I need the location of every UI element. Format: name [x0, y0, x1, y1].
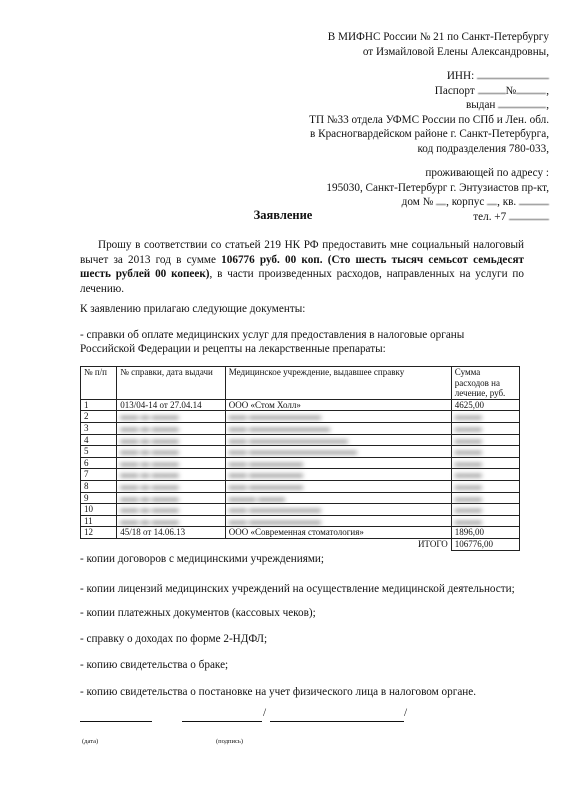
- attachments-intro: К заявлению прилагаю следующие документы:: [80, 303, 306, 315]
- certificate-cell: 45/18 от 14.06.13: [117, 527, 226, 539]
- row-number: 5: [81, 446, 117, 458]
- amount-cell-redacted: ▬▬▬: [451, 457, 519, 469]
- amount-cell: 4625,00: [451, 399, 519, 411]
- signature-line: [182, 709, 262, 722]
- amount-cell-redacted: ▬▬▬: [451, 434, 519, 446]
- document-title: Заявление: [253, 208, 313, 222]
- table-header-row: [81, 367, 520, 400]
- col-header-amount: Сумма расходов на лечение, руб.: [451, 367, 519, 400]
- inn-redacted: [477, 69, 549, 79]
- col-header-institution: Медицинское учреждение, выдавшее справку: [225, 367, 451, 400]
- slash: /: [404, 707, 408, 719]
- building-redacted: [487, 195, 497, 205]
- passport-series-redacted: [478, 84, 506, 94]
- amount-cell: 1896,00: [451, 527, 519, 539]
- certificate-cell-redacted: ▬▬ ▬ ▬▬▬: [117, 434, 226, 446]
- certificate-cell-redacted: ▬▬ ▬ ▬▬▬: [117, 446, 226, 458]
- row-number: 2: [81, 411, 117, 423]
- list-item: - справку о доходах по форме 2-НДФЛ;: [80, 633, 268, 645]
- row-number: 8: [81, 480, 117, 492]
- table-row: [81, 434, 520, 446]
- certificate-cell-redacted: ▬▬ ▬ ▬▬▬: [117, 469, 226, 481]
- list-item: - копию свидетельства о постановке на учет физического лица в налоговом органе.: [80, 686, 477, 698]
- certificate-cell-redacted: ▬▬ ▬ ▬▬▬: [117, 515, 226, 527]
- institution-cell-redacted: ▬▬▬ ▬▬▬: [225, 492, 451, 504]
- list-item: - копии лицензий медицинских учреждений на осуществление медицинской деятельности;: [80, 583, 515, 595]
- table-row: [81, 399, 520, 411]
- institution-cell-redacted: ▬▬ ▬▬▬▬▬▬▬▬▬▬▬▬: [225, 446, 451, 458]
- table-row: [81, 515, 520, 527]
- deduction-amount: 106776 руб. 00 коп. (Сто шесть тысяч семьсот семьдесят шесть рублей 00 копеек): [80, 253, 524, 280]
- row-number: 4: [81, 434, 117, 446]
- list-item: - копию свидетельства о браке;: [80, 659, 229, 671]
- institution-cell-redacted: ▬▬ ▬▬▬▬▬▬▬▬: [225, 504, 451, 516]
- name-decoding-line: [270, 709, 404, 722]
- flat-redacted: [519, 195, 549, 205]
- certificate-cell-redacted: ▬▬ ▬ ▬▬▬: [117, 504, 226, 516]
- payment-certificates-line-2: Российской Федерации и рецепты на лекарственные препараты:: [80, 343, 386, 355]
- institution-cell-redacted: ▬▬ ▬▬▬▬▬▬▬▬: [225, 515, 451, 527]
- address-street: 195030, Санкт-Петербург г. Энтузиастов пр-кт,: [326, 181, 549, 194]
- row-number: 11: [81, 515, 117, 527]
- total-label: ИТОГО: [225, 538, 451, 550]
- amount-cell-redacted: ▬▬▬: [451, 492, 519, 504]
- phone-line: тел. +7: [309, 210, 549, 225]
- amount-cell-redacted: ▬▬▬: [451, 411, 519, 423]
- addressee-block: [309, 30, 549, 224]
- table-row: [81, 469, 520, 481]
- institution-cell: ООО «Стом Холл»: [225, 399, 451, 411]
- institution-cell: ООО «Современная стоматология»: [225, 527, 451, 539]
- amount-cell-redacted: ▬▬▬: [451, 515, 519, 527]
- row-number: 12: [81, 527, 117, 539]
- table-row: [81, 411, 520, 423]
- institution-cell-redacted: ▬▬ ▬▬▬▬▬▬▬▬: [225, 411, 451, 423]
- date-caption: (дата): [82, 738, 99, 745]
- row-number: 9: [81, 492, 117, 504]
- inn-line: ИНН:: [309, 69, 549, 84]
- certificate-cell-redacted: ▬▬ ▬ ▬▬▬: [117, 422, 226, 434]
- certificates-table: [80, 366, 520, 551]
- list-item: - копии платежных документов (кассовых чеков);: [80, 607, 316, 619]
- table-row: [81, 480, 520, 492]
- row-number: 1: [81, 399, 117, 411]
- certificate-cell: 013/04-14 от 27.04.14: [117, 399, 226, 411]
- table-row: [81, 422, 520, 434]
- issuer-district-line: в Красногвардейском районе г. Санкт-Петербурга,: [310, 128, 549, 140]
- amount-cell-redacted: ▬▬▬: [451, 469, 519, 481]
- issuer-line: ТП №33 отдела УФМС России по СПб и Лен. обл.: [309, 113, 549, 126]
- issue-date-redacted: [498, 98, 546, 108]
- table-row: [81, 527, 520, 539]
- amount-cell-redacted: ▬▬▬: [451, 504, 519, 516]
- applicant-line: от Измайловой Елены Александровны,: [362, 45, 549, 58]
- table-row: [81, 457, 520, 469]
- address-house: дом № , корпус , кв.: [309, 195, 549, 210]
- institution-cell-redacted: ▬▬ ▬▬▬▬▬▬: [225, 480, 451, 492]
- house-redacted: [436, 195, 446, 205]
- amount-cell-redacted: ▬▬▬: [451, 446, 519, 458]
- payment-certificates-line-1: - справки об оплате медицинских услуг для предоставления в налоговые органы: [80, 329, 465, 341]
- col-header-number: № п/п: [81, 367, 117, 400]
- certificate-cell-redacted: ▬▬ ▬ ▬▬▬: [117, 480, 226, 492]
- row-number: 6: [81, 457, 117, 469]
- total-row: [81, 538, 520, 550]
- institution-cell-redacted: ▬▬ ▬▬▬▬▬▬: [225, 469, 451, 481]
- amount-cell-redacted: ▬▬▬: [451, 480, 519, 492]
- passport-line: Паспорт № ,: [434, 84, 549, 97]
- list-item: - копии договоров с медицинскими учреждениями;: [80, 553, 325, 565]
- institution-cell-redacted: ▬▬ ▬▬▬▬▬▬▬▬▬▬▬: [225, 434, 451, 446]
- amount-cell-redacted: ▬▬▬: [451, 422, 519, 434]
- row-number: 7: [81, 469, 117, 481]
- slash: /: [263, 707, 267, 719]
- certificate-cell-redacted: ▬▬ ▬ ▬▬▬: [117, 457, 226, 469]
- col-header-certificate: № справки, дата выдачи: [117, 367, 226, 400]
- institution-cell-redacted: ▬▬ ▬▬▬▬▬▬▬▬▬: [225, 422, 451, 434]
- address-label: проживающей по адресу :: [425, 167, 549, 179]
- certificate-cell-redacted: ▬▬ ▬ ▬▬▬: [117, 492, 226, 504]
- total-value: 106776,00: [451, 538, 519, 550]
- issued-line: выдан ,: [465, 99, 549, 111]
- request-paragraph: Прошу в соответствии со статьей 219 НК РФ предоставить мне социальный налоговый вычет за 2013 год в сумме 106776 руб. 00 коп. (Сто шесть тысяч семьсот семьдесят шесть рублей 00 копеек), в части произведенных расходов, направленных на услуги по лечению.: [80, 239, 525, 295]
- signature-caption: (подпись): [216, 738, 243, 745]
- passport-number-redacted: [516, 84, 546, 94]
- institution-cell-redacted: ▬▬ ▬▬▬▬▬▬: [225, 457, 451, 469]
- row-number: 3: [81, 422, 117, 434]
- row-number: 10: [81, 504, 117, 516]
- table-row: [81, 492, 520, 504]
- certificate-cell-redacted: ▬▬ ▬ ▬▬▬: [117, 411, 226, 423]
- table-row: [81, 504, 520, 516]
- addressee-line: В МИФНС России № 21 по Санкт-Петербургу: [327, 31, 549, 43]
- date-line: [80, 709, 152, 722]
- division-code-line: код подразделения 780-033,: [417, 142, 549, 155]
- table-row: [81, 446, 520, 458]
